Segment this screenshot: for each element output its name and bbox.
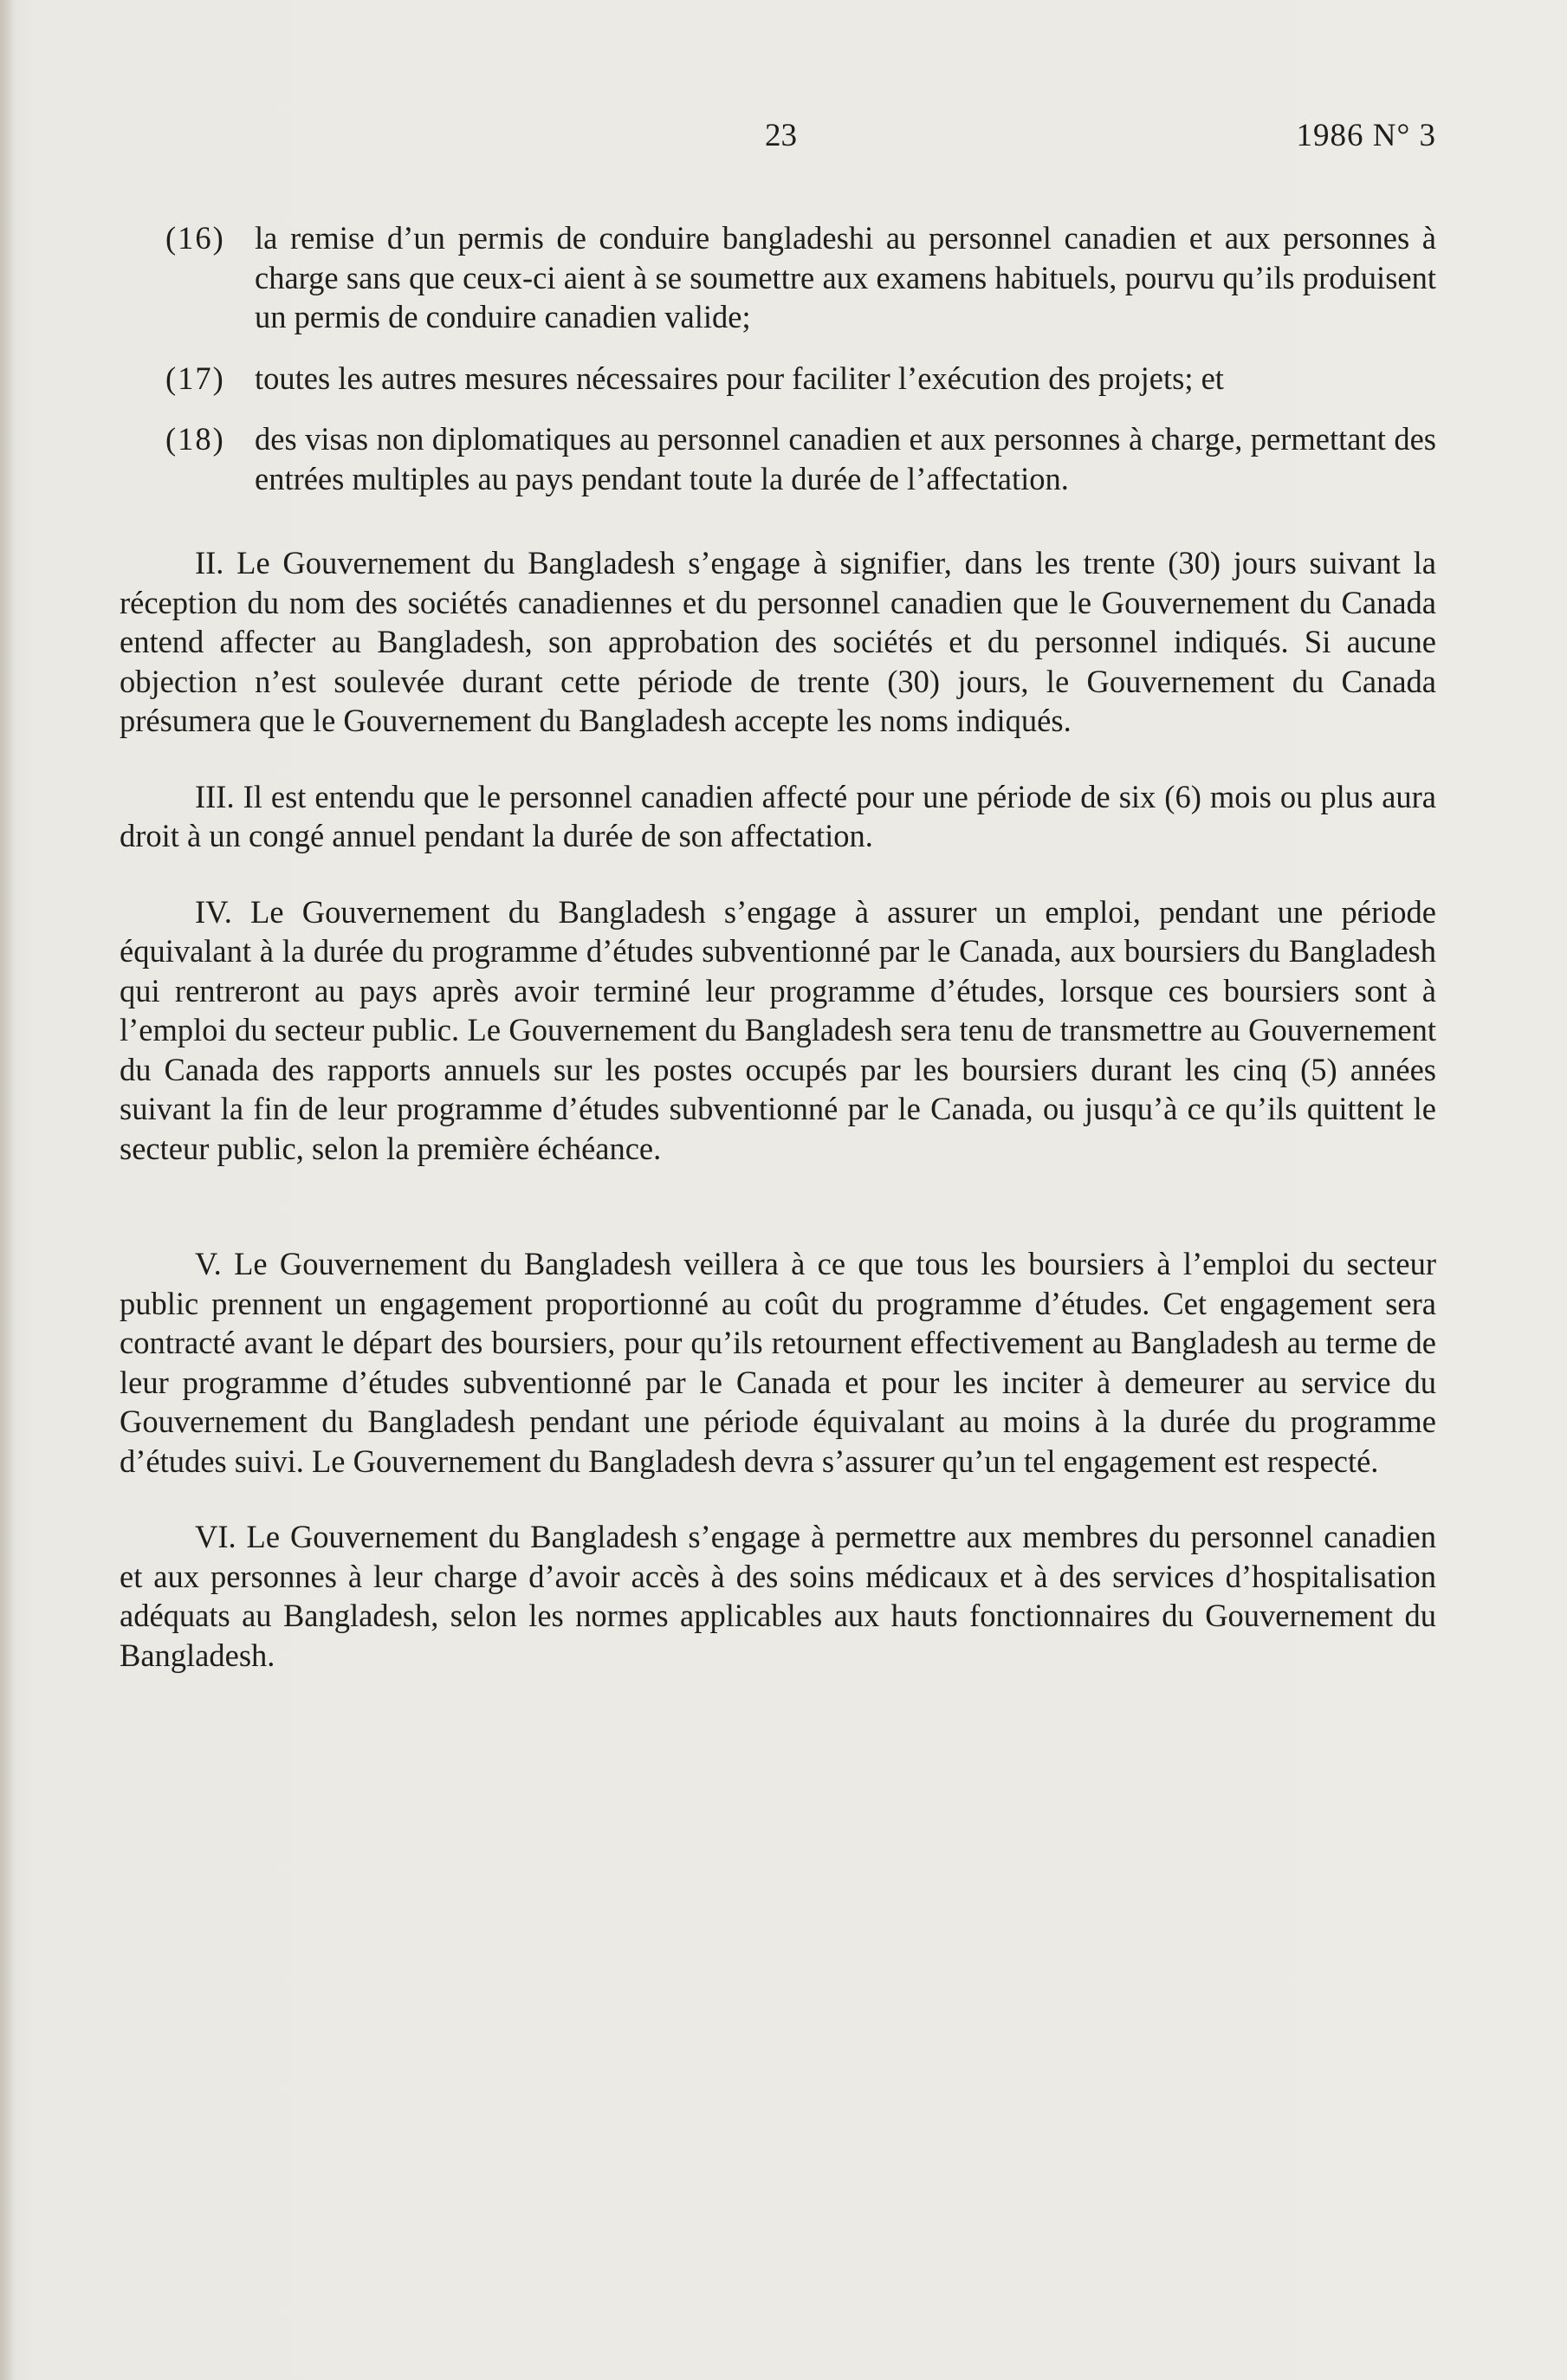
item-number: (16) bbox=[165, 220, 225, 256]
paragraph-v: V. Le Gouvernement du Bangladesh veillera à ce que tous les boursiers à l’emploi du secteur public prennent un engagement proportionné au coût du programme d’études. Cet engagement sera contracté avant le départ des boursiers, pour qu’ils retournent effectivement au Bangladesh au terme de leur programme d’études subventionné par le Canada et pour les inciter à demeurer au service du Gouvernement du Bangladesh pendant une période équivalant au moins à la durée du programme d’études suivi. Le Gouvernement du Bangladesh devra s’assurer qu’un tel engagement est respecté. bbox=[120, 1246, 1436, 1479]
page-number: 23 bbox=[765, 118, 797, 153]
series-reference: 1986 N° 3 bbox=[1296, 118, 1436, 153]
paragraph-vi: VI. Le Gouvernement du Bangladesh s’engage à permettre aux membres du personnel canadien et aux personnes à leur charge d’avoir accès à des soins médicaux et à des services d’hospitalisation adéquats au Bangladesh, selon les normes applicables aux hauts fonctionnaires du Gouvernement du Bangladesh. bbox=[120, 1519, 1436, 1673]
item-text: la remise d’un permis de conduire bangladeshi au personnel canadien et aux personnes à charge sans que ceux-ci aient à se soumettre aux examens habituels, pourvu qu’ils produisent un permis de conduire canadien valide; bbox=[255, 220, 1436, 334]
list-item bbox=[120, 359, 1436, 399]
paragraph-ii: II. Le Gouvernement du Bangladesh s’engage à signifier, dans les trente (30) jours suivant la réception du nom des sociétés canadiennes et du personnel canadien que le Gouvernement du Canada entend affecter au Bangladesh, son approbation des sociétés et du personnel indiqués. Si aucune objection n’est soulevée durant cette période de trente (30) jours, le Gouvernement du Canada présumera que le Gouvernement du Bangladesh accepte les noms indiqués. bbox=[120, 545, 1436, 738]
list-item bbox=[120, 218, 1436, 337]
binding-shadow bbox=[0, 0, 16, 2380]
paragraph-iii: III. Il est entendu que le personnel canadien affecté pour une période de six (6) mois ou plus aura droit à un congé annuel pendant la durée de son affectation. bbox=[120, 778, 1436, 853]
item-number: (17) bbox=[165, 360, 225, 396]
item-text: toutes les autres mesures nécessaires pour faciliter l’exécution des projets; et bbox=[255, 360, 1224, 396]
page-header bbox=[120, 104, 1436, 166]
item-text: des visas non diplomatiques au personnel canadien et aux personnes à charge, permettant des entrées multiples au pays pendant toute la durée de l’affectation. bbox=[255, 421, 1436, 496]
page-body bbox=[120, 104, 1436, 1707]
item-number: (18) bbox=[165, 421, 225, 457]
paragraph-iv: IV. Le Gouvernement du Bangladesh s’engage à assurer un emploi, pendant une période équivalant à la durée du programme d’études subventionné par le Canada, aux boursiers du Bangladesh qui rentreront au pays après avoir terminé leur programme d’études, lorsque ces boursiers sont à l’emploi du secteur public. Le Gouvernement du Bangladesh sera tenu de transmettre au Gouvernement du Canada des rapports annuels sur les postes occupés par les boursiers durant les cinq (5) années suivant la fin de leur programme d’études subventionné par le Canada, ou jusqu’à ce qu’ils quittent le secteur public, selon la première échéance. bbox=[120, 893, 1436, 1166]
list-item bbox=[120, 419, 1436, 498]
